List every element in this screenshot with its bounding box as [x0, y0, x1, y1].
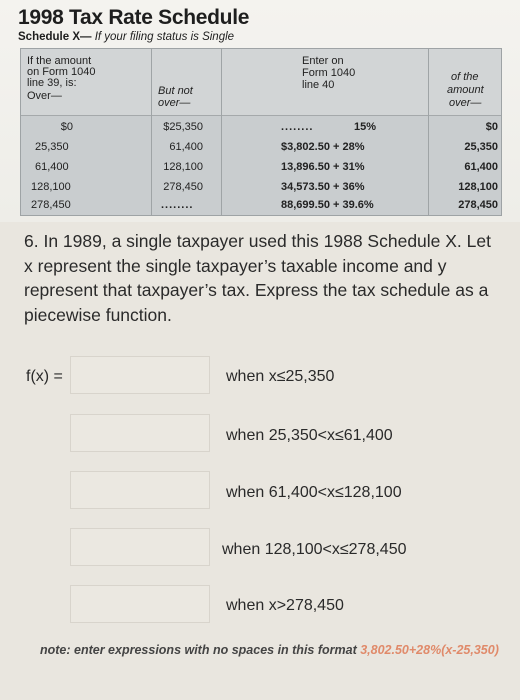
- piece-5-input[interactable]: [70, 585, 210, 623]
- column-divider: [221, 49, 222, 215]
- cell-over: 128,100: [31, 181, 71, 193]
- header-col4-line3: over—: [449, 97, 482, 109]
- cell-over: 25,350: [35, 141, 69, 153]
- piece-2-input[interactable]: [70, 414, 210, 452]
- cell-of-amount: 278,450: [458, 199, 498, 211]
- format-note: [40, 641, 510, 659]
- schedule-title: 1998 Tax Rate Schedule: [18, 6, 250, 29]
- schedule-subtitle: [18, 31, 234, 43]
- cell-enter: 34,573.50 + 36%: [281, 181, 365, 193]
- cell-over: $0: [60, 121, 73, 133]
- note-prefix: note: enter expressions with no spaces in this format: [40, 643, 361, 657]
- schedule-table: [20, 48, 502, 216]
- cell-dots: ........: [281, 121, 314, 133]
- schedule-header-band: [21, 49, 501, 116]
- header-col3-line2: Form 1040: [302, 67, 356, 79]
- cell-enter: $3,802.50 + 28%: [281, 141, 365, 153]
- piece-1-condition: when x≤25,350: [226, 368, 335, 385]
- cell-over: 278,450: [31, 199, 71, 211]
- question-text: 6. In 1989, a single taxpayer used this 1988 Schedule X. Let x represent the single taxpayer’s taxable income and y represent that taxpayer’s tax. Express the tax schedule as a piecewise function.: [24, 231, 491, 325]
- cell-enter: 13,896.50 + 31%: [281, 161, 365, 173]
- cell-not-over: 128,100: [163, 161, 203, 173]
- header-col2-line1: But not: [158, 85, 193, 97]
- piece-5-condition: when x>278,450: [226, 597, 344, 614]
- header-col3-line1: Enter on: [302, 55, 344, 67]
- note-example: 3,802.50+28%(x-25,350): [360, 643, 499, 657]
- piece-3-condition: when 61,400<x≤128,100: [226, 484, 402, 501]
- cell-of-amount: 128,100: [458, 181, 498, 193]
- schedule-subtitle-italic: If your filing status is Single: [91, 31, 235, 43]
- cell-enter: 15%: [354, 121, 377, 133]
- piece-1-input[interactable]: [70, 356, 210, 394]
- piece-3-input[interactable]: [70, 471, 210, 509]
- cell-of-amount: 61,400: [464, 161, 498, 173]
- piece-4-condition: when 128,100<x≤278,450: [222, 541, 407, 558]
- cell-not-over: ........: [161, 199, 194, 211]
- function-label: f(x) =: [26, 368, 63, 385]
- schedule-subtitle-bold: Schedule X—: [18, 31, 92, 43]
- cell-of-amount: $0: [485, 121, 498, 133]
- cell-enter: 88,699.50 + 39.6%: [281, 199, 374, 211]
- cell-of-amount: 25,350: [464, 141, 498, 153]
- cell-over: 61,400: [35, 161, 69, 173]
- header-col3-line3: line 40: [302, 79, 335, 91]
- tax-schedule-image: [0, 0, 520, 222]
- header-col1-line3: line 39, is:: [27, 77, 77, 89]
- header-col4-line2: amount: [447, 84, 484, 96]
- cell-not-over: $25,350: [163, 121, 203, 133]
- header-col1-line1: If the amount: [27, 55, 92, 67]
- header-col4-line1: of the: [451, 71, 479, 83]
- piece-2-condition: when 25,350<x≤61,400: [226, 427, 393, 444]
- header-col2-line2: over—: [158, 97, 191, 109]
- cell-not-over: 278,450: [163, 181, 203, 193]
- header-col1-line2: on Form 1040: [27, 66, 96, 78]
- cell-not-over: 61,400: [169, 141, 203, 153]
- piece-4-input[interactable]: [70, 528, 210, 566]
- header-col1-line4: Over—: [27, 90, 62, 102]
